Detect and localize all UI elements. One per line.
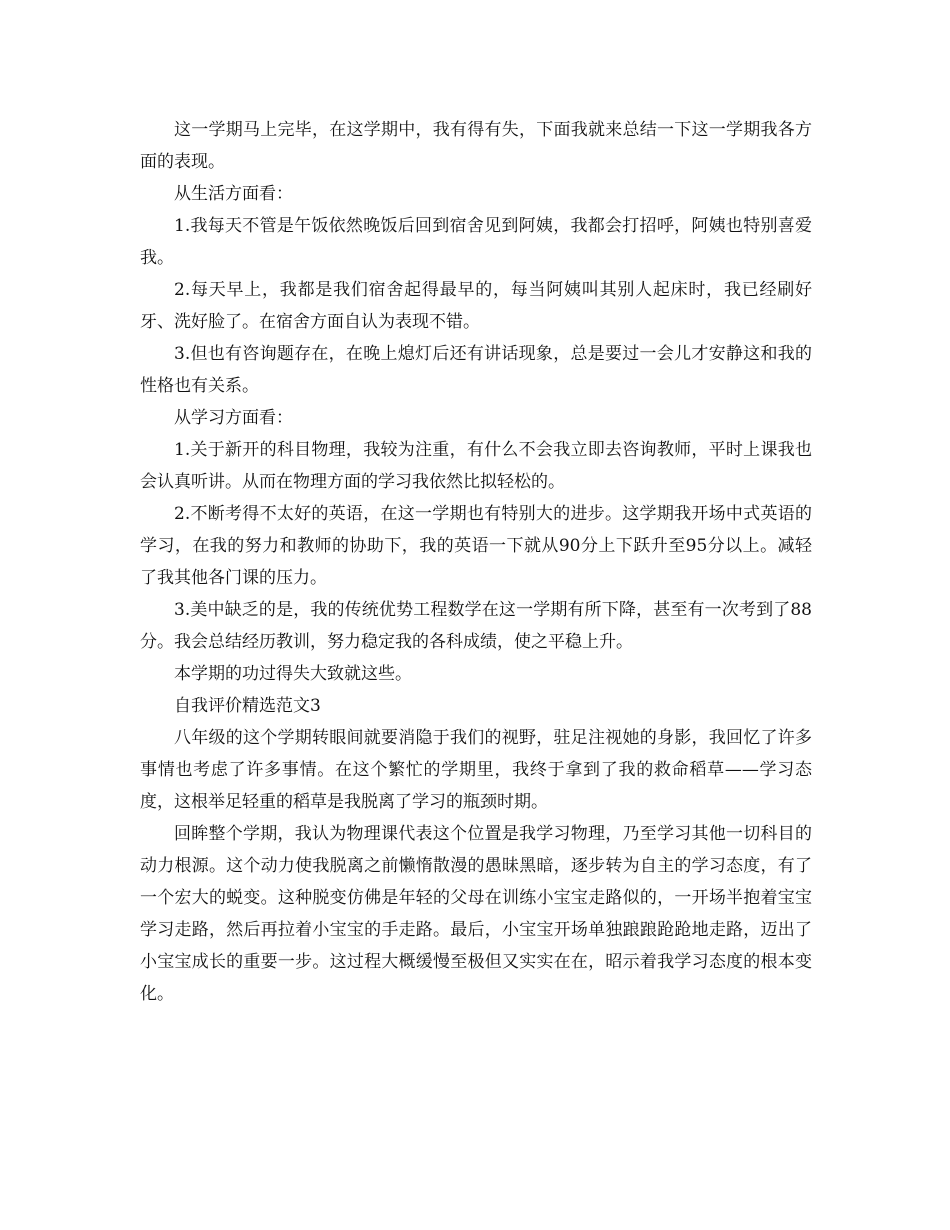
paragraph-study-1: 1.关于新开的科目物理，我较为注重，有什么不会我立即去咨询教师，平时上课我也会认真听讲。从而在物理方面的学习我依然比拟轻松的。 [140, 440, 812, 492]
paragraph-life-2: 2.每天早上，我都是我们宿舍起得最早的，每当阿姨叫其别人起床时，我已经刷好牙、洗好脸了。在宿舍方面自认为表现不错。 [140, 280, 812, 332]
paragraph-summary: 本学期的功过得失大致就这些。 [174, 664, 412, 684]
paragraph-essay-1: 八年级的这个学期转眼间就要消隐于我们的视野，驻足注视她的身影，我回忆了许多事情也考虑了许多事情。在这个繁忙的学期里，我终于拿到了我的救命稻草——学习态度，这根举足轻重的稻草是我脱离了学习的瓶颈时期。 [140, 728, 812, 812]
paragraph-intro: 这一学期马上完毕，在这学期中，我有得有失，下面我就来总结一下这一学期我各方面的表现。 [140, 120, 812, 172]
paragraph-life-1: 1.我每天不管是午饭依然晚饭后回到宿舍见到阿姨，我都会打招呼，阿姨也特别喜爱我。 [140, 216, 812, 268]
paragraph-study-3: 3.美中缺乏的是，我的传统优势工程数学在这一学期有所下降，甚至有一次考到了88分。我会总结经历教训，努力稳定我的各科成绩，使之平稳上升。 [140, 600, 812, 652]
document-body [140, 114, 812, 1010]
paragraph-study-2: 2.不断考得不太好的英语，在这一学期也有特别大的进步。这学期我开场中式英语的学习，在我的努力和教师的协助下，我的英语一下就从90分上下跃升至95分以上。减轻了我其他各门课的压力。 [140, 504, 812, 588]
section-title: 自我评价精选范文3 [174, 696, 321, 716]
paragraph-life-3: 3.但也有咨询题存在，在晚上熄灯后还有讲话现象，总是要过一会儿才安静这和我的性格也有关系。 [140, 344, 812, 396]
paragraph-essay-2: 回眸整个学期，我认为物理课代表这个位置是我学习物理，乃至学习其他一切科目的动力根源。这个动力使我脱离之前懒惰散漫的愚昧黑暗，逐步转为自主的学习态度，有了一个宏大的蜕变。这种脱变仿佛是年轻的父母在训练小宝宝走路似的，一开场半抱着宝宝学习走路，然后再拉着小宝宝的手走路。最后，小宝宝开场单独踉踉跄跄地走路，迈出了小宝宝成长的重要一步。这过程大概缓慢至极但又实实在在，昭示着我学习态度的根本变化。 [140, 824, 812, 1004]
heading-study: 从学习方面看： [174, 408, 293, 428]
heading-life: 从生活方面看： [174, 184, 293, 204]
